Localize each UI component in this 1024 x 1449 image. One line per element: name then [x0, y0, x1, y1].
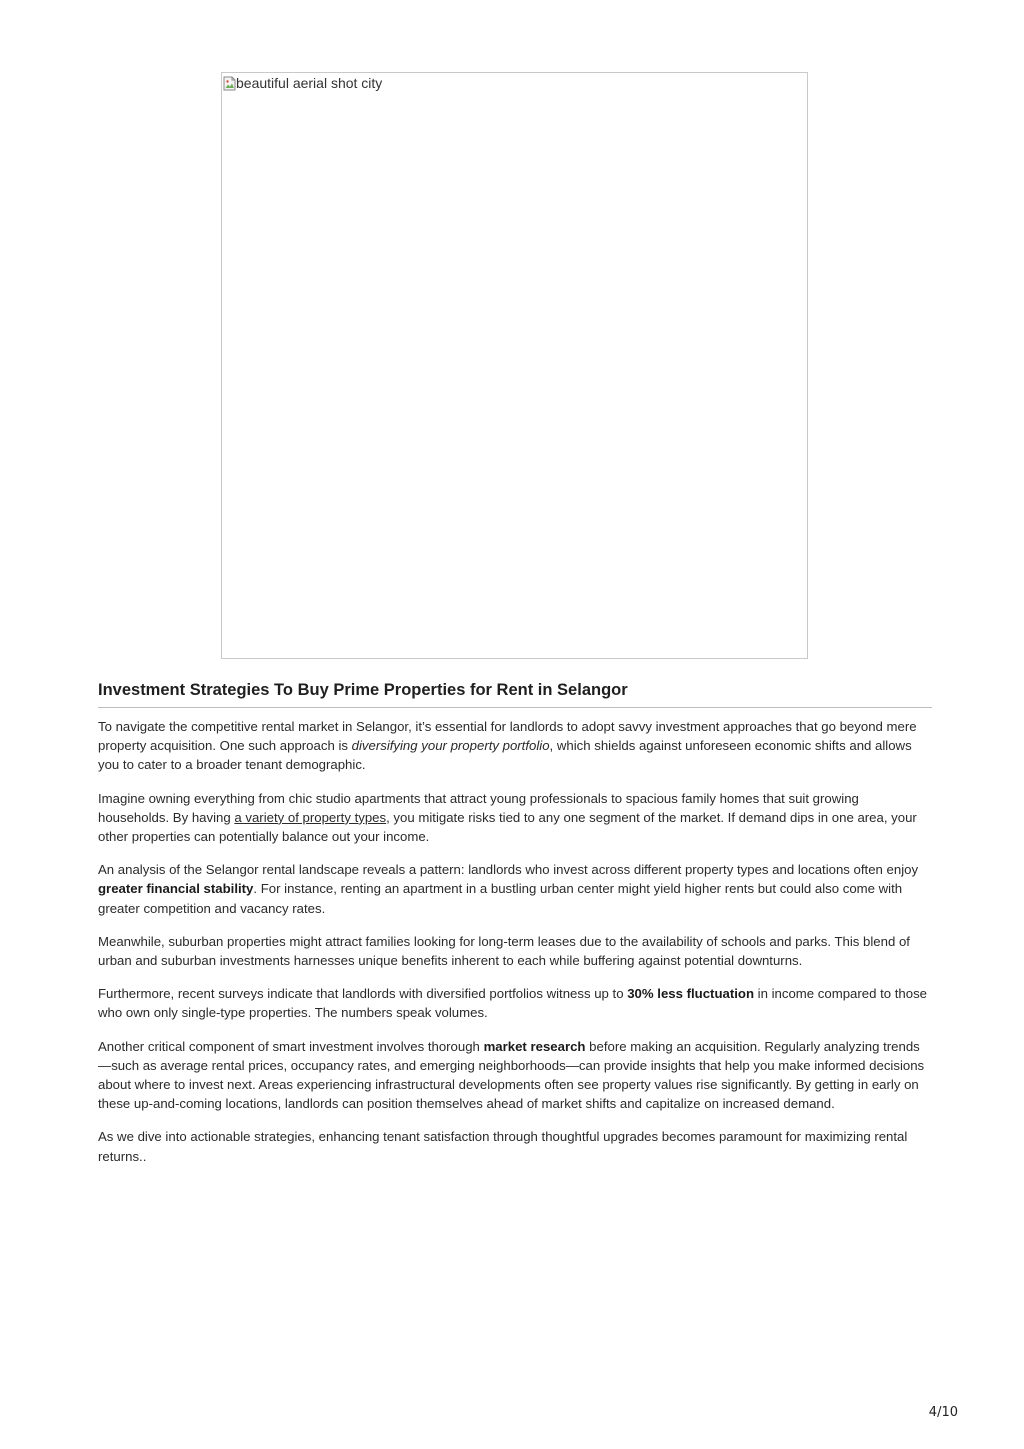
paragraph-5 [98, 984, 932, 1022]
paragraph-6-text-a: Another critical component of smart investment involves thorough [98, 1038, 484, 1054]
emphasis-diversifying: diversifying your property portfolio [351, 738, 550, 754]
paragraph-3-text-a: An analysis of the Selangor rental landscape reveals a pattern: landlords who invest across different property types and locations often enjoy [98, 862, 919, 878]
property-types-link[interactable]: a variety of property types [234, 809, 387, 825]
paragraph-1-text-a: To navigate the competitive rental market in Selangor, it’s essential for landlords to adopt savvy investment approaches that go beyond mere property acquisition. One such approach is [98, 719, 917, 754]
paragraph-3 [98, 860, 932, 918]
paragraph-3-text-b: . For instance, renting an apartment in a bustling urban center might yield higher rents but could also come with greater competition and vacancy rates. [98, 881, 903, 916]
article-image [221, 72, 808, 659]
paragraph-7: As we dive into actionable strategies, enhancing tenant satisfaction through thoughtful upgrades becomes paramount for maximizing rental returns.. [98, 1129, 908, 1164]
image-alt-text: beautiful aerial shot city [236, 75, 383, 91]
paragraph-1-text-b: , which shields against unforeseen economic shifts and allows you to cater to a broader tenant demographic. [98, 738, 912, 773]
section-heading: Investment Strategies To Buy Prime Properties for Rent in Selangor [98, 680, 932, 708]
paragraph-2 [98, 789, 932, 847]
bold-less-fluctuation: 30% less fluctuation [627, 986, 755, 1002]
paragraph-6 [98, 1037, 932, 1114]
broken-image-icon [223, 76, 236, 91]
paragraph-5-text-a: Furthermore, recent surveys indicate that landlords with diversified portfolios witness up to [98, 986, 628, 1002]
paragraph-1 [98, 717, 932, 775]
paragraph-4: Meanwhile, suburban properties might attract families looking for long-term leases due to the availability of schools and parks. This blend of urban and suburban investments harnesses unique benefits inherent to each while buffering against potential downturns. [98, 933, 910, 969]
paragraph-6-text-b: before making an acquisition. Regularly analyzing trends—such as average rental prices, occupancy rates, and emerging neighborhoods—can provide insights that help you make informed decisions about where to invest next. Areas experiencing infrastructural developments often see property values rise significantly. By getting in early on these up-and-coming locations, landlords can position themselves ahead of market shifts and capitalize on increased demand. [98, 1038, 925, 1112]
paragraph-2-text-b: , you mitigate risks tied to any one segment of the market. If demand dips in one area, your other properties can potentially balance out your income. [98, 809, 917, 845]
paragraph-2-text-a: Imagine owning everything from chic studio apartments that attract young professionals to spacious family homes that suit growing households. By having [98, 790, 859, 825]
bold-market-research: market research [483, 1038, 586, 1054]
page-number: 4/10 [928, 1405, 958, 1420]
paragraph-5-text-b: in income compared to those who own only single-type properties. The numbers speak volumes. [98, 986, 928, 1021]
bold-financial-stability: greater financial stability [98, 881, 254, 897]
article-section [98, 680, 932, 1166]
